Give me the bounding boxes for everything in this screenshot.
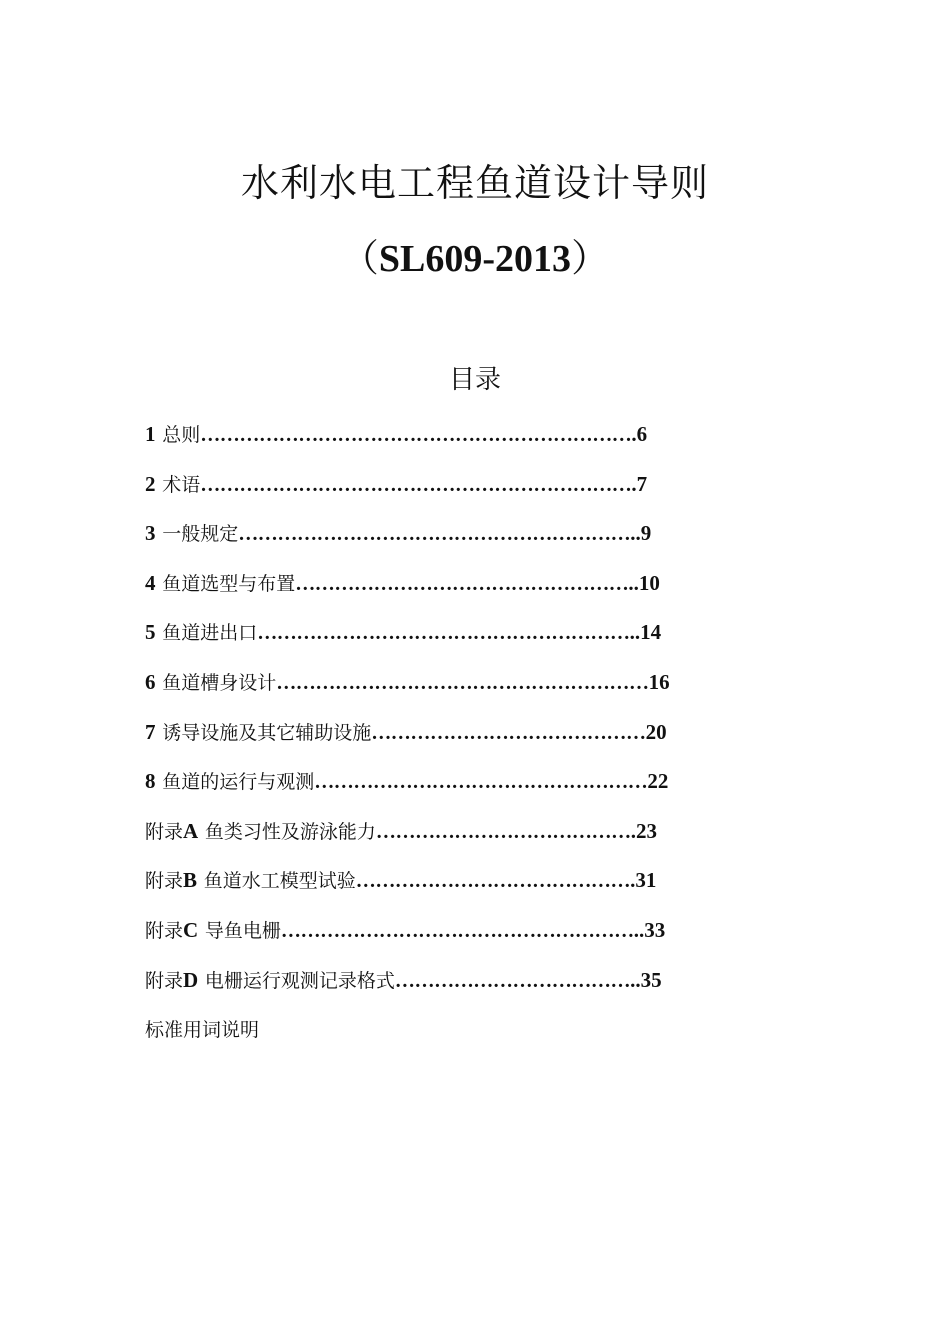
toc-entry-number: 1 [145, 422, 156, 446]
toc-entry-number: D [183, 967, 199, 992]
toc-entry-appendix-c[interactable] [145, 912, 845, 962]
toc-entry-appendix-a[interactable] [145, 813, 845, 863]
toc-page-number: ..14 [629, 620, 662, 645]
toc-page-number: 20 [645, 719, 667, 744]
toc-entry-number: A [183, 818, 199, 843]
toc-entry-prefix: 附录 [145, 870, 184, 893]
toc-entry-label: 鱼道选型与布置 [162, 572, 296, 595]
toc-entry-number: B [183, 868, 198, 893]
toc-page-number: .23 [630, 818, 657, 843]
toc-leader-dots: …………………………………………………… [238, 523, 631, 546]
toc-leader-dots: ………………………………………………… [276, 671, 649, 694]
toc-entry-label: 鱼道的运行与观测 [162, 771, 315, 794]
toc-heading: 目录 [448, 365, 501, 395]
toc-entry-number: 8 [145, 769, 156, 794]
code-close-paren: ） [571, 236, 610, 280]
toc-entry-number: 2 [145, 471, 156, 496]
toc-entry-label: 术语 [162, 473, 201, 496]
toc-entry-prefix: 附录 [145, 820, 184, 843]
toc-entry-8[interactable] [145, 763, 845, 813]
toc-page-number: ..35 [630, 967, 662, 992]
toc-entry-label: 鱼道进出口 [162, 622, 258, 645]
toc-entry-label: 鱼道槽身设计 [162, 671, 277, 694]
toc-entry-3[interactable] [145, 515, 845, 565]
toc-entry-number: C [183, 917, 199, 942]
toc-page-number: 16 [648, 669, 670, 694]
toc-page-number: .7 [631, 471, 648, 496]
toc-leader-dots: ………………………………………………………… [200, 473, 632, 496]
toc-entry-number: 7 [145, 719, 156, 744]
toc-entry-1[interactable] [145, 416, 845, 466]
toc-entry-label: 导鱼电栅 [204, 919, 281, 942]
code-open-paren: （ [340, 236, 379, 280]
toc-leader-dots: ……………………………… [394, 969, 631, 992]
toc-entry-prefix: 附录 [145, 969, 184, 992]
toc-entry-number: 4 [145, 570, 156, 595]
toc-leader-dots: ……………………………………………… [280, 919, 634, 942]
toc-leader-dots: …………………………………………… [314, 771, 648, 794]
toc-entry-label: 总则 [162, 424, 201, 446]
toc-entry-label: 鱼类习性及游泳能力 [204, 820, 376, 843]
toc-page-number: ..10 [628, 570, 660, 595]
toc-entry-label: 电栅运行观测记录格式 [204, 969, 395, 992]
document-title: 水利水电工程鱼道设计导则 [240, 161, 709, 205]
toc-entry-number: 5 [145, 620, 156, 645]
toc-entry-appendix-d[interactable] [145, 962, 845, 1012]
toc-entry-label: 标准用词说明 [145, 1019, 260, 1042]
toc-leader-dots: …………………………………… [355, 870, 631, 893]
toc-page-number: .31 [630, 868, 657, 893]
standard-code [0, 233, 950, 284]
toc-entry-label: 一般规定 [162, 523, 239, 546]
toc-page-number: .6 [631, 422, 648, 446]
toc-leader-dots: ………………………………………………………… [200, 424, 632, 446]
toc-entry-appendix-b[interactable] [145, 862, 845, 912]
toc-page-number: ..33 [633, 917, 666, 942]
toc-entry-number: 6 [145, 669, 156, 694]
toc-leader-dots: ………………………………… [375, 820, 631, 843]
toc-entry-standard-terms[interactable] [145, 1011, 845, 1061]
toc-page-number: 22 [647, 769, 669, 794]
toc-entry-prefix: 附录 [145, 919, 184, 942]
toc-entry-label: 诱导设施及其它辅助设施 [162, 721, 372, 744]
toc-entry-7[interactable] [145, 714, 845, 764]
toc-entry-label: 鱼道水工模型试验 [203, 870, 356, 893]
toc-page-number: ..9 [630, 521, 652, 546]
toc-entry-number: 3 [145, 521, 156, 546]
toc-entry-4[interactable] [145, 565, 845, 615]
toc-entry-6[interactable] [145, 664, 845, 714]
code-number: SL609-2013 [378, 238, 572, 280]
toc-entry-2[interactable] [145, 466, 845, 516]
toc-leader-dots: …………………………………………… [295, 572, 629, 595]
toc-leader-dots: ………………………………………………… [257, 622, 630, 645]
toc-leader-dots: …………………………………… [371, 721, 646, 744]
table-of-contents [145, 416, 845, 1061]
toc-entry-5[interactable] [145, 614, 845, 664]
